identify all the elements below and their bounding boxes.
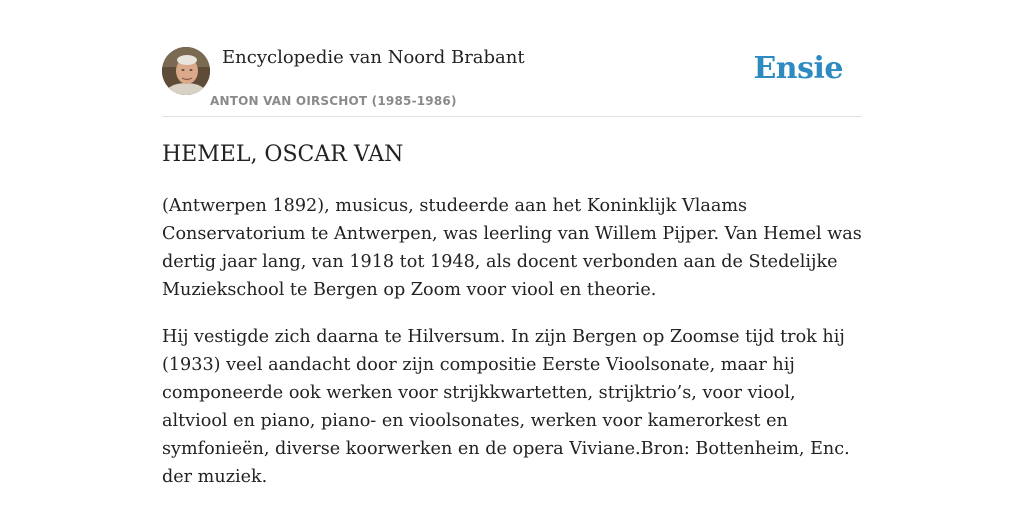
site-title[interactable]: Encyclopedie van Noord Brabant <box>222 47 525 68</box>
article-card <box>162 0 862 487</box>
author-portrait-icon <box>162 47 210 95</box>
brand-logo[interactable]: Ensie <box>753 51 843 86</box>
author-avatar[interactable] <box>162 47 210 95</box>
article-paragraph-2: Hij vestigde zich daarna te Hilversum. In zijn Bergen op Zoomse tijd trok hij (1933) veel aandacht door zijn compositie Eerste Vioolsonate, maar hij componeerde ook werken voor strijkkwartetten, strijktrio’s, voor viool, altviool en piano, piano- en vioolsonates, werken voor kamerorkest en symfonieën, diverse koorwerken en de opera Viviane.Bron: Bottenheim, Enc. der muziek. <box>162 327 850 487</box>
article-header <box>162 0 862 117</box>
article-paragraph-1: (Antwerpen 1892), musicus, studeerde aan het Koninklijk Vlaams Conservatorium te Antwerpen, was leerling van Willem Pijper. Van Hemel was dertig jaar lang, van 1918 tot 1948, als docent verbonden aan de Stedelijke Muziekschool te Bergen op Zoom voor viool en theorie. <box>162 196 862 300</box>
article-title: HEMEL, OSCAR VAN <box>162 142 404 167</box>
article-body <box>162 192 862 510</box>
author-name[interactable]: ANTON VAN OIRSCHOT (1985-1986) <box>210 94 457 108</box>
